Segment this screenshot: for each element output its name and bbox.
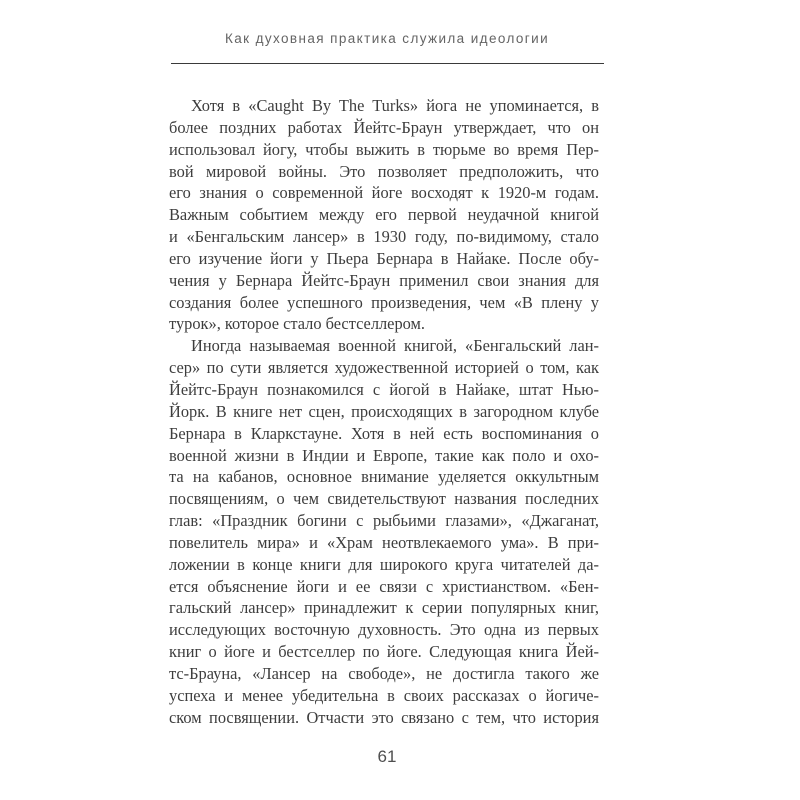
text-line: военной жизни в Индии и Европе, такие как поло и охо- <box>169 445 599 465</box>
text-line: гальский лансер» принадлежит к серии популярных книг, <box>169 598 599 618</box>
text-line: Хотя в «Caught By The Turks» йога не упоминается, в <box>191 96 599 115</box>
text-line: Важным событием между его первой неудачной книгой <box>169 205 599 225</box>
text-column <box>169 0 605 800</box>
text-line: исследующих восточную духовность. Это одна из первых <box>169 620 599 640</box>
paragraph <box>169 95 599 335</box>
text-line: ложении в конце книги для широкого круга читателей да- <box>169 554 599 574</box>
text-line: книг о йоге и бестселлер по йоге. Следующая книга Йей- <box>169 642 599 662</box>
text-line: использовал йогу, чтобы выжить в тюрьме во время Пер- <box>169 139 599 159</box>
header-rule-divider <box>171 63 604 64</box>
text-line: его знания о современной йоге восходят к 1920-м годам. <box>169 183 599 203</box>
text-line: посвящениям, о чем свидетельствуют названия последних <box>169 489 599 509</box>
text-line: турок», которое стало бестселлером. <box>169 314 426 334</box>
text-line: та на кабанов, основное внимание уделяется оккультным <box>169 467 599 487</box>
body-text <box>169 95 599 728</box>
paragraph <box>169 335 599 728</box>
text-line: Иногда называемая военной книгой, «Бенгальский лан- <box>191 336 599 356</box>
text-line: Йорк. В книге нет сцен, происходящих в загородном клубе <box>169 401 599 421</box>
text-line: повелитель мира» и «Храм неотвлекаемого ума». В при- <box>169 532 599 552</box>
text-line: и «Бенгальским лансер» в 1930 году, по-видимому, стало <box>169 227 599 247</box>
text-line: успеха и менее убедительна в своих рассказах о йогиче- <box>169 685 599 705</box>
text-line: его изучение йоги у Пьера Бернара в Найаке. После обу- <box>169 248 599 268</box>
text-line: чения у Бернара Йейтс-Браун применил свои знания для <box>169 270 599 290</box>
text-line: вой мировой войны. Это позволяет предположить, что <box>169 161 599 181</box>
text-line: Бернара в Кларкстауне. Хотя в ней есть воспоминания о <box>169 423 599 443</box>
text-line: ется объяснение йоги и ее связи с христианством. «Бен- <box>169 576 599 596</box>
text-line: сер» по сути является художественной историей о том, как <box>169 358 599 378</box>
text-line: тс-Брауна, «Лансер на свободе», не достигла такого же <box>169 663 599 683</box>
text-line: создания более успешного произведения, чем «В плену у <box>169 292 599 312</box>
running-header: Как духовная практика служила идеологии <box>224 31 550 46</box>
text-line: ском посвящении. Отчасти это связано с тем, что история <box>169 707 599 727</box>
text-line: глав: «Праздник богини с рыбьими глазами», «Джаганат, <box>169 511 599 531</box>
page-number: 61 <box>377 747 397 766</box>
text-line: более поздних работах Йейтс-Браун утверждает, что он <box>169 117 599 137</box>
text-line: Йейтс-Браун познакомился с йогой в Найаке, штат Нью- <box>169 379 599 399</box>
